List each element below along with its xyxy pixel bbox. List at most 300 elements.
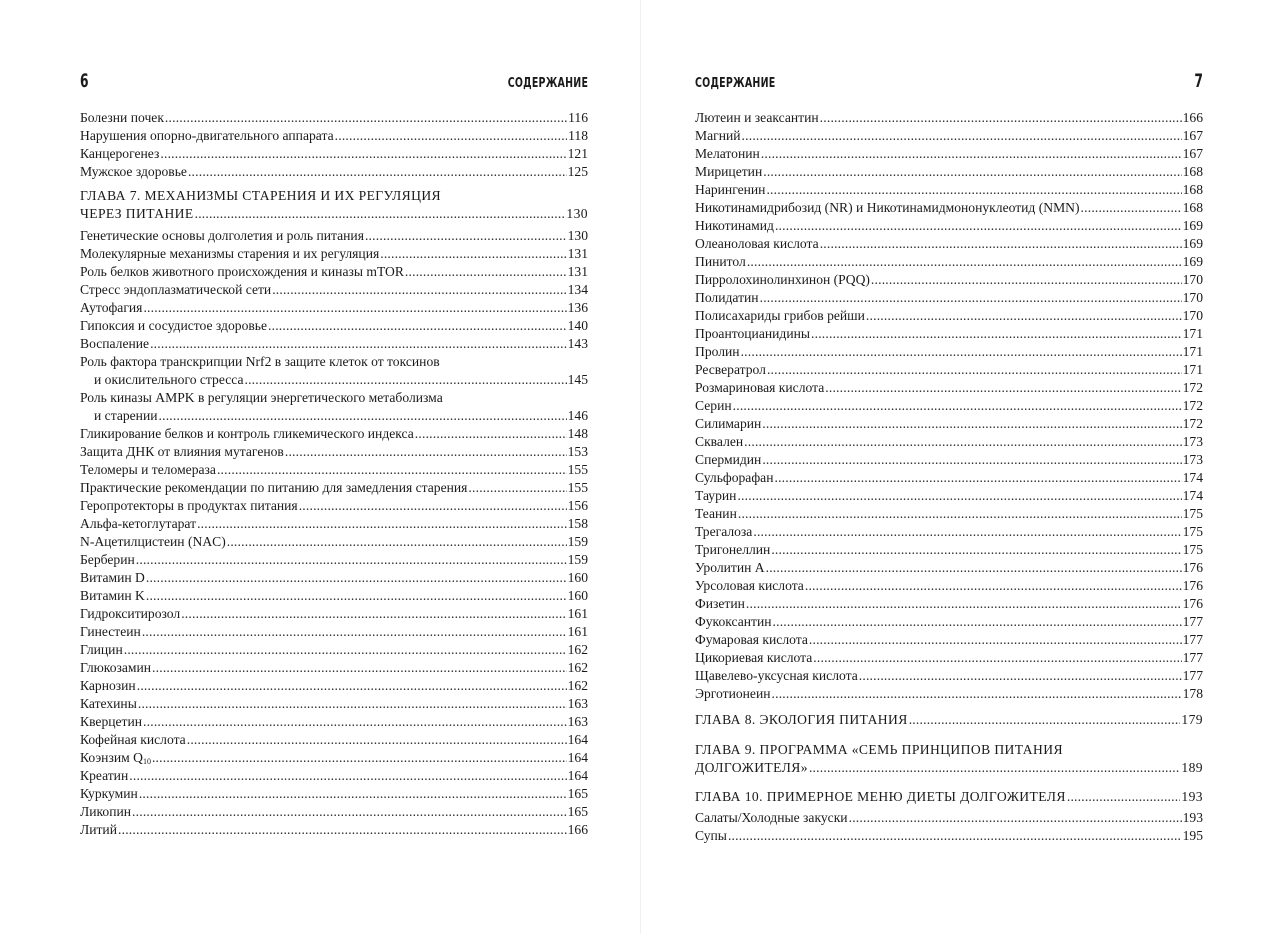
dot-leader	[129, 767, 566, 785]
dot-leader	[152, 659, 567, 677]
dot-leader	[143, 299, 566, 317]
entry-title-line1: Роль фактора транскрипции Nrf2 в защите клеток от токсинов	[80, 354, 440, 369]
toc-entry[interactable]	[695, 649, 1203, 667]
dot-leader	[139, 785, 567, 803]
dot-leader	[849, 809, 1182, 827]
toc-entry[interactable]	[695, 397, 1203, 415]
page-ref: 156	[567, 498, 588, 513]
toc-entry[interactable]	[695, 109, 1203, 127]
toc-entry[interactable]	[695, 667, 1203, 685]
page-ref: 193	[1182, 810, 1203, 825]
dot-leader	[762, 451, 1181, 469]
dot-leader	[813, 649, 1181, 667]
dot-leader	[143, 713, 567, 731]
entry-title: Литий	[80, 822, 117, 837]
entry-title: Катехины	[80, 696, 137, 711]
entry-title: Спермидин	[695, 452, 762, 467]
entry-title: N-Ацетилцистеин (NAC)	[80, 534, 226, 549]
page-ref: 121	[567, 146, 588, 161]
page-ref: 177	[1182, 614, 1203, 629]
dot-leader	[118, 821, 567, 839]
dot-leader	[766, 181, 1181, 199]
page-ref: 166	[567, 822, 588, 837]
dot-leader	[244, 371, 566, 389]
toc-group-ch7-b	[80, 425, 588, 749]
entry-title-line1: Роль киназы AMPK в регуляции энергетического метаболизма	[80, 390, 443, 405]
dot-leader	[165, 109, 567, 127]
page-ref: 162	[567, 678, 588, 693]
entry-title: Щавелево-уксусная кислота	[695, 668, 858, 683]
toc-group-ch7-cont	[695, 109, 1203, 703]
page-ref: 177	[1182, 650, 1203, 665]
entry-title: Розмариновая кислота	[695, 380, 825, 395]
toc-entry[interactable]	[695, 505, 1203, 523]
toc-chapter-7[interactable]	[80, 187, 588, 223]
entry-title-line2: и старении	[94, 408, 158, 423]
entry-title: Теанин	[695, 506, 737, 521]
page-ref: 169	[1182, 218, 1203, 233]
page-ref: 166	[1182, 110, 1203, 125]
page-ref: 155	[567, 480, 588, 495]
dot-leader	[150, 335, 567, 353]
toc-entry[interactable]	[80, 713, 588, 731]
entry-title: Глицин	[80, 642, 123, 657]
toc-entry[interactable]	[695, 325, 1203, 343]
toc-entry[interactable]	[80, 317, 588, 335]
dot-leader	[299, 497, 567, 515]
running-head: СОДЕРЖАНИЕ	[507, 75, 588, 91]
page-ref: 175	[1182, 506, 1203, 521]
toc-group-ch10	[695, 809, 1203, 845]
dot-leader	[181, 605, 566, 623]
toc-chapter-10[interactable]	[695, 788, 1203, 806]
dot-leader	[737, 487, 1181, 505]
dot-leader	[761, 145, 1182, 163]
dot-leader	[159, 407, 567, 425]
toc-entry[interactable]	[80, 227, 588, 245]
toc-entry[interactable]	[695, 487, 1203, 505]
page-ref: 134	[567, 282, 588, 297]
toc-entry[interactable]	[80, 623, 588, 641]
dot-leader	[763, 163, 1181, 181]
entry-title: Сквален	[695, 434, 744, 449]
page-ref: 176	[1182, 596, 1203, 611]
toc-entry[interactable]	[695, 217, 1203, 235]
page-ref: 179	[1181, 712, 1203, 727]
page-ref: 168	[1182, 182, 1203, 197]
entry-title: Пролин	[695, 344, 740, 359]
entry-title: Полисахариды грибов рейши	[695, 308, 865, 323]
dot-leader	[146, 587, 567, 605]
dot-leader	[775, 217, 1182, 235]
dot-leader	[152, 749, 567, 767]
page-ref: 195	[1182, 828, 1203, 843]
entry-title: Болезни почек	[80, 110, 164, 125]
dot-leader	[773, 613, 1182, 631]
entry-title: Глюкозамин	[80, 660, 152, 675]
page-ref: 162	[567, 660, 588, 675]
entry-title: Гипоксия и сосудистое здоровье	[80, 318, 268, 333]
entry-title: Молекулярные механизмы старения и их регуляция	[80, 246, 380, 261]
dot-leader	[132, 803, 567, 821]
toc-entry[interactable]	[695, 685, 1203, 703]
page-ref: 140	[567, 318, 588, 333]
entry-title: Роль белков животного происхождения и киназы mTOR	[80, 264, 404, 279]
toc-entry[interactable]	[80, 533, 588, 551]
page-ref: 131	[567, 246, 588, 261]
entry-title: Гидрокситирозол	[80, 606, 181, 621]
entry-title: Ресвератрол	[695, 362, 766, 377]
toc-entry[interactable]	[695, 433, 1203, 451]
page-ref: 174	[1182, 488, 1203, 503]
toc-entry[interactable]	[695, 541, 1203, 559]
dot-leader	[1067, 788, 1181, 806]
entry-title: Карнозин	[80, 678, 136, 693]
toc-entry[interactable]	[695, 163, 1203, 181]
entry-title: Канцерогенез	[80, 146, 160, 161]
toc-left	[80, 109, 588, 839]
page-ref: 193	[1181, 789, 1203, 804]
toc-chapter-9[interactable]	[695, 741, 1203, 777]
toc-entry[interactable]	[80, 551, 588, 569]
dot-leader	[142, 623, 567, 641]
toc-entry[interactable]	[80, 515, 588, 533]
dot-leader	[136, 551, 567, 569]
left-page-header	[80, 70, 588, 94]
page-ref: 116	[568, 110, 588, 125]
page-ref: 174	[1182, 470, 1203, 485]
entry-title: Трегалоза	[695, 524, 753, 539]
toc-entry[interactable]	[80, 281, 588, 299]
chapter-title: ГЛАВА 8. ЭКОЛОГИЯ ПИТАНИЯ	[695, 712, 908, 727]
page-ref: 177	[1182, 632, 1203, 647]
chapter-title-line2: ДОЛГОЖИТЕЛЯ»	[695, 760, 808, 775]
dot-leader	[415, 425, 567, 443]
toc-entry-nrf2[interactable]	[80, 353, 588, 389]
toc-entry[interactable]	[695, 523, 1203, 541]
entry-title: Проантоцианидины	[695, 326, 811, 341]
entry-title-text: Коэнзим Q	[80, 750, 143, 765]
toc-entry[interactable]	[695, 361, 1203, 379]
toc-entry[interactable]	[80, 145, 588, 163]
dot-leader	[766, 559, 1182, 577]
page-ref: 143	[567, 336, 588, 351]
dot-leader	[733, 397, 1182, 415]
entry-title: Стресс эндоплазматической сети	[80, 282, 272, 297]
chapter-title-line1: ГЛАВА 7. МЕХАНИЗМЫ СТАРЕНИЯ И ИХ РЕГУЛЯЦИЯ	[80, 188, 442, 203]
page-ref: 167	[1182, 146, 1203, 161]
toc-entry[interactable]	[695, 379, 1203, 397]
page-ref: 167	[1182, 128, 1203, 143]
entry-title: Полидатин	[695, 290, 759, 305]
dot-leader	[742, 127, 1182, 145]
entry-title: Гликирование белков и контроль гликемического индекса	[80, 426, 414, 441]
entry-title: Пинитол	[695, 254, 746, 269]
toc-entry[interactable]	[80, 479, 588, 497]
toc-entry[interactable]	[80, 497, 588, 515]
dot-leader	[741, 343, 1182, 361]
toc-entry[interactable]	[695, 577, 1203, 595]
page-ref: 164	[567, 768, 588, 783]
page-ref: 175	[1182, 524, 1203, 539]
page-ref: 169	[1182, 236, 1203, 251]
entry-title: Никотинамид	[695, 218, 774, 233]
toc-entry[interactable]	[695, 235, 1203, 253]
page-ref: 155	[567, 462, 588, 477]
page-ref: 159	[567, 534, 588, 549]
toc-entry[interactable]	[695, 451, 1203, 469]
toc-entry[interactable]	[80, 659, 588, 677]
page-number: 6	[80, 70, 89, 92]
toc-entry[interactable]	[695, 613, 1203, 631]
entry-title: Мелатонин	[695, 146, 760, 161]
entry-title: Генетические основы долголетия и роль питания	[80, 228, 364, 243]
entry-title: Нарушения опорно-двигательного аппарата	[80, 128, 334, 143]
toc-entry[interactable]	[80, 605, 588, 623]
toc-entry[interactable]	[695, 271, 1203, 289]
toc-entry[interactable]	[695, 181, 1203, 199]
page-ref: 125	[567, 164, 588, 179]
dot-leader	[774, 469, 1181, 487]
toc-entry[interactable]	[695, 307, 1203, 325]
toc-entry[interactable]	[695, 127, 1203, 145]
entry-title: Супы	[695, 828, 727, 843]
page-ref: 118	[568, 128, 588, 143]
toc-entry[interactable]	[695, 253, 1203, 271]
page-ref: 168	[1182, 164, 1203, 179]
dot-leader	[405, 263, 567, 281]
toc-group-top	[80, 109, 588, 181]
entry-title: Витамин D	[80, 570, 145, 585]
subscript: 10	[142, 757, 151, 766]
entry-title: Гинестеин	[80, 624, 141, 639]
entry-title: Альфа-кетоглутарат	[80, 516, 197, 531]
dot-leader	[866, 307, 1182, 325]
page-ref: 173	[1182, 452, 1203, 467]
dot-leader	[767, 361, 1182, 379]
toc-group-ch7-a	[80, 227, 588, 353]
page-ref: 162	[567, 642, 588, 657]
dot-leader	[197, 515, 567, 533]
dot-leader	[744, 433, 1181, 451]
right-page-header	[695, 70, 1203, 94]
toc-entry[interactable]	[80, 461, 588, 479]
dot-leader	[195, 205, 566, 223]
page-ref: 145	[567, 372, 588, 387]
page-ref: 171	[1182, 344, 1203, 359]
dot-leader	[746, 595, 1182, 613]
entry-title: Витамин K	[80, 588, 145, 603]
dot-leader	[272, 281, 566, 299]
page-number: 7	[1194, 70, 1203, 92]
toc-group-ch7-c	[80, 767, 588, 839]
dot-leader	[468, 479, 566, 497]
dot-leader	[146, 569, 567, 587]
page-ref: 146	[567, 408, 588, 423]
entry-title: Аутофагия	[80, 300, 143, 315]
page-ref: 130	[566, 206, 588, 221]
entry-title: Сульфорафан	[695, 470, 774, 485]
page-ref: 177	[1182, 668, 1203, 683]
entry-title: Никотинамидрибозид (NR) и Никотинамидмононуклеотид (NMN)	[695, 200, 1080, 215]
toc-entry[interactable]	[80, 443, 588, 461]
entry-title: Мужское здоровье	[80, 164, 187, 179]
dot-leader	[909, 711, 1181, 729]
dot-leader	[335, 127, 567, 145]
dot-leader	[771, 541, 1181, 559]
dot-leader	[1081, 199, 1182, 217]
toc-entry[interactable]	[80, 245, 588, 263]
toc-entry[interactable]	[80, 299, 588, 317]
running-head: СОДЕРЖАНИЕ	[695, 75, 776, 91]
toc-entry[interactable]	[695, 415, 1203, 433]
toc-entry[interactable]	[80, 163, 588, 181]
book-gutter	[640, 0, 641, 934]
page-ref: 160	[567, 588, 588, 603]
page-ref: 161	[567, 624, 588, 639]
entry-title: Куркумин	[80, 786, 138, 801]
entry-title: Урсоловая кислота	[695, 578, 804, 593]
entry-title: Таурин	[695, 488, 737, 503]
entry-title: Ликопин	[80, 804, 132, 819]
dot-leader	[825, 379, 1181, 397]
toc-entry[interactable]	[695, 595, 1203, 613]
dot-leader	[365, 227, 567, 245]
page-ref: 153	[567, 444, 588, 459]
toc-entry[interactable]	[80, 731, 588, 749]
toc-right	[695, 109, 1203, 845]
toc-entry[interactable]	[80, 335, 588, 353]
dot-leader	[762, 415, 1181, 433]
page-ref: 130	[567, 228, 588, 243]
page-ref: 165	[567, 804, 588, 819]
entry-title: Салаты/Холодные закуски	[695, 810, 848, 825]
toc-entry[interactable]	[80, 785, 588, 803]
entry-title: Кофейная кислота	[80, 732, 186, 747]
entry-title: Креатин	[80, 768, 129, 783]
page-ref: 163	[567, 696, 588, 711]
page-ref: 169	[1182, 254, 1203, 269]
entry-title: Магний	[695, 128, 741, 143]
toc-entry[interactable]	[80, 127, 588, 145]
toc-entry[interactable]	[695, 631, 1203, 649]
entry-title: Кверцетин	[80, 714, 143, 729]
dot-leader	[124, 641, 567, 659]
toc-entry[interactable]	[80, 425, 588, 443]
page-ref: 131	[567, 264, 588, 279]
page-ref: 170	[1182, 308, 1203, 323]
page-ref: 158	[567, 516, 588, 531]
dot-leader	[811, 325, 1182, 343]
page-ref: 165	[567, 786, 588, 801]
toc-entry-coq10[interactable]	[80, 749, 588, 767]
page-ref: 189	[1181, 760, 1203, 775]
page-ref: 170	[1182, 290, 1203, 305]
page-ref: 172	[1182, 380, 1203, 395]
page-ref: 170	[1182, 272, 1203, 287]
page-ref: 160	[567, 570, 588, 585]
dot-leader	[820, 109, 1182, 127]
dot-leader	[137, 677, 567, 695]
dot-leader	[772, 685, 1182, 703]
entry-title: Олеаноловая кислота	[695, 236, 819, 251]
dot-leader	[871, 271, 1182, 289]
toc-entry[interactable]	[80, 767, 588, 785]
dot-leader	[217, 461, 567, 479]
toc-entry[interactable]	[695, 289, 1203, 307]
dot-leader	[160, 145, 566, 163]
page-ref: 178	[1182, 686, 1203, 701]
dot-leader	[285, 443, 567, 461]
toc-entry[interactable]	[695, 199, 1203, 217]
page-ref: 164	[567, 750, 588, 765]
toc-entry[interactable]	[80, 821, 588, 839]
page-ref: 164	[567, 732, 588, 747]
entry-title: Серин	[695, 398, 732, 413]
entry-title: Фумаровая кислота	[695, 632, 808, 647]
toc-entry[interactable]	[80, 803, 588, 821]
entry-title: Берберин	[80, 552, 135, 567]
entry-title: Тригонеллин	[695, 542, 771, 557]
toc-entry[interactable]	[695, 469, 1203, 487]
dot-leader	[820, 235, 1182, 253]
entry-title: Физетин	[695, 596, 745, 611]
toc-entry[interactable]	[80, 695, 588, 713]
chapter-title-line1: ГЛАВА 9. ПРОГРАММА «СЕМЬ ПРИНЦИПОВ ПИТАНИЯ	[695, 742, 1063, 757]
toc-entry[interactable]	[695, 827, 1203, 845]
toc-entry-ampk[interactable]	[80, 389, 588, 425]
toc-entry[interactable]	[695, 145, 1203, 163]
page-ref: 163	[567, 714, 588, 729]
page-ref: 168	[1182, 200, 1203, 215]
toc-entry[interactable]	[80, 641, 588, 659]
toc-entry[interactable]	[80, 587, 588, 605]
entry-title: Геропротекторы в продуктах питания	[80, 498, 298, 513]
dot-leader	[753, 523, 1181, 541]
toc-chapter-8[interactable]	[695, 711, 1203, 729]
page-ref: 159	[567, 552, 588, 567]
page-ref: 136	[567, 300, 588, 315]
toc-entry[interactable]	[80, 109, 588, 127]
page-ref: 161	[567, 606, 588, 621]
page-ref: 172	[1182, 416, 1203, 431]
dot-leader	[380, 245, 566, 263]
dot-leader	[809, 631, 1182, 649]
entry-title: Теломеры и теломераза	[80, 462, 216, 477]
page-ref: 175	[1182, 542, 1203, 557]
chapter-title: ГЛАВА 10. ПРИМЕРНОЕ МЕНЮ ДИЕТЫ ДОЛГОЖИТЕЛЯ	[695, 789, 1066, 804]
entry-title: Эрготионеин	[695, 686, 771, 701]
entry-title: Практические рекомендации по питанию для замедления старения	[80, 480, 468, 495]
entry-title: Пирролохинолинхинон (PQQ)	[695, 272, 870, 287]
page-ref: 176	[1182, 578, 1203, 593]
dot-leader	[747, 253, 1182, 271]
dot-leader	[760, 289, 1182, 307]
entry-title: Нарингенин	[695, 182, 766, 197]
toc-entry[interactable]	[695, 559, 1203, 577]
toc-entry[interactable]	[695, 343, 1203, 361]
dot-leader	[805, 577, 1182, 595]
toc-entry[interactable]	[80, 263, 588, 281]
entry-title: Цикориевая кислота	[695, 650, 813, 665]
entry-title: Воспаление	[80, 336, 150, 351]
dot-leader	[738, 505, 1182, 523]
toc-entry[interactable]	[80, 677, 588, 695]
toc-entry[interactable]	[695, 809, 1203, 827]
chapter-title-line2: ЧЕРЕЗ ПИТАНИЕ	[80, 206, 194, 221]
entry-title: Защита ДНК от влияния мутагенов	[80, 444, 284, 459]
toc-entry[interactable]	[80, 569, 588, 587]
